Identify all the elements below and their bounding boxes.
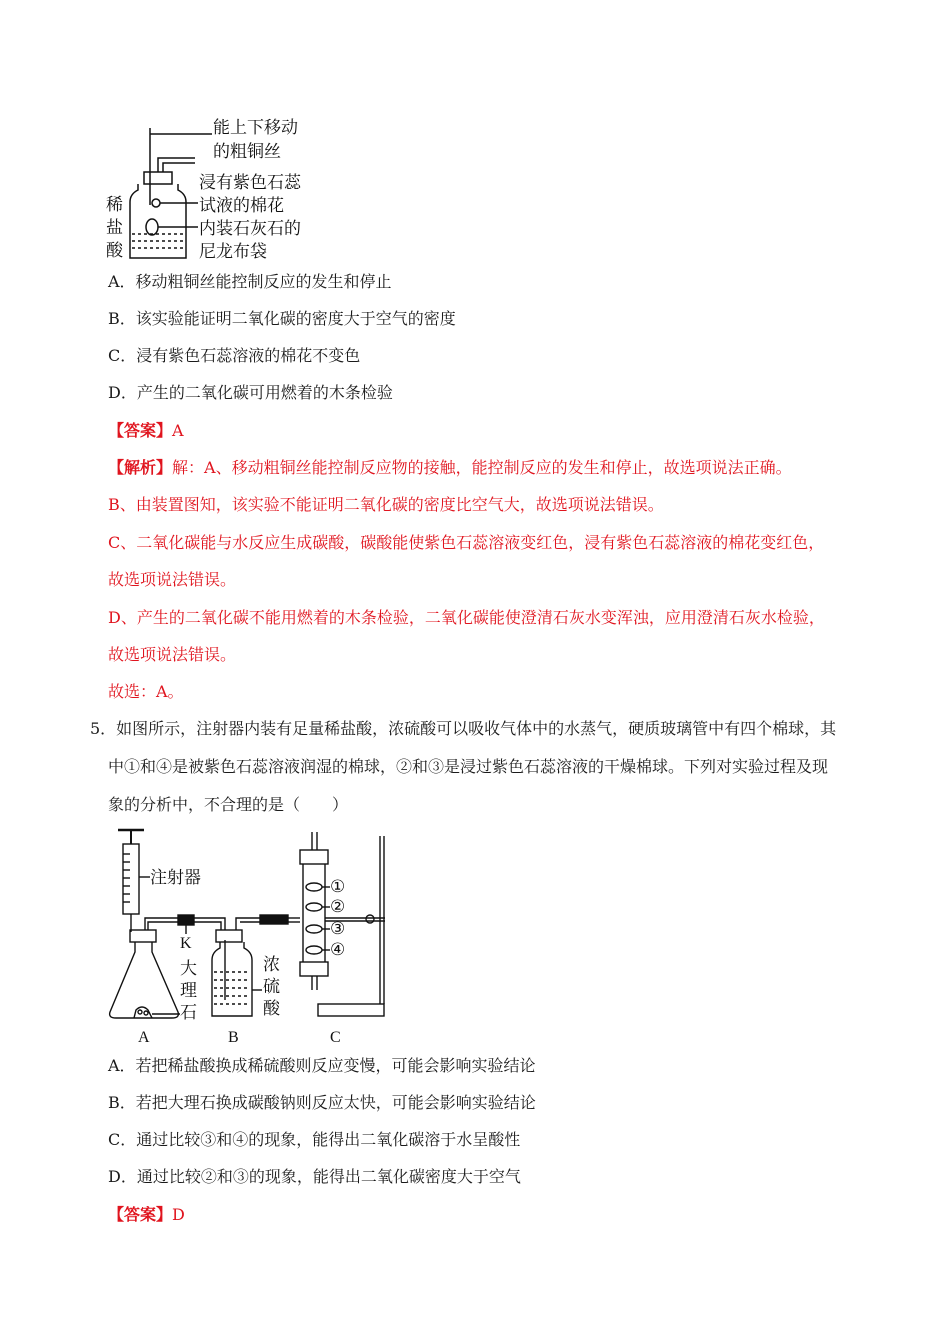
fig1-label-acid-2: 盐 [106,218,123,238]
fig1-label-acid-3: 酸 [106,241,123,261]
fig2-label-acid-1: 浓 [263,955,280,975]
q4-analysis-line-2: B、由装置图知，该实验不能证明二氧化碳的密度比空气大，故选项说法错误。 [108,495,664,514]
q4-analysis-line-7: 故选：A。 [108,682,184,701]
q5-option-c: C．通过比较③和④的现象，能得出二氧化碳溶于水呈酸性 [108,1130,521,1149]
fig2-label-stone-3: 石 [180,1003,197,1023]
fig2-label-ball-3: ③ [330,919,346,939]
fig2-label-acid-2: 硫 [263,977,280,997]
fig2-label-c: C [330,1029,341,1046]
q4-option-a: A．移动粗铜丝能控制反应的发生和停止 [108,272,392,291]
q4-analysis-line-5: D、产生的二氧化碳不能用燃着的木条检验，二氧化碳能使澄清石灰水变浑浊，应用澄清石灰水检验， [108,608,825,627]
fig2-label-stone-1: 大 [180,959,197,979]
q4-analysis-text-1: 解：A、移动粗铜丝能控制反应物的接触，能控制反应的发生和停止，故选项说法正确。 [172,458,792,477]
figure-copper-wire-apparatus [100,110,330,265]
fig1-label-4: 试液的棉花 [199,196,284,216]
q5-option-b: B．若把大理石换成碳酸钠则反应太快，可能会影响实验结论 [108,1093,536,1112]
fig1-label-3: 浸有紫色石蕊 [199,173,301,193]
q4-option-b: B．该实验能证明二氧化碳的密度大于空气的密度 [108,309,456,328]
fig1-label-2: 的粗铜丝 [213,142,281,162]
fig2-label-ball-2: ② [330,897,346,917]
q5-answer-tag: 【答案】 [108,1205,173,1224]
q4-option-c: C．浸有紫色石蕊溶液的棉花不变色 [108,346,361,365]
fig1-label-acid-1: 稀 [106,195,123,215]
fig1-label-1: 能上下移动 [213,118,298,138]
q5-option-a: A．若把稀盐酸换成稀硫酸则反应变慢，可能会影响实验结论 [108,1056,536,1075]
fig2-label-a: A [138,1029,150,1046]
q5-option-d: D．通过比较②和③的现象，能得出二氧化碳密度大于空气 [108,1167,521,1186]
fig2-label-ball-4: ④ [330,940,346,960]
fig1-label-6: 尼龙布袋 [199,242,267,262]
q5-answer-value: D [172,1205,185,1224]
q4-answer [108,421,184,441]
fig2-label-b: B [228,1029,239,1046]
q5-stem-line-1: 5．如图所示，注射器内装有足量稀盐酸，浓硫酸可以吸收气体中的水蒸气，硬质玻璃管中有四个棉球，其 [90,719,837,738]
q4-analysis-line-4: 故选项说法错误。 [108,570,237,589]
q4-analysis-line-6: 故选项说法错误。 [108,645,237,664]
q4-analysis-tag: 【解析】 [108,458,173,477]
q4-analysis-line-1 [108,458,792,478]
q5-answer [108,1205,185,1225]
fig1-label-5: 内装石灰石的 [199,219,301,239]
q4-answer-value: A [172,421,184,440]
figure-co2-apparatus [100,822,400,1050]
fig2-label-acid-3: 酸 [263,999,280,1019]
q4-analysis-line-3: C、二氧化碳能与水反应生成碳酸，碳酸能使紫色石蕊溶液变红色，浸有紫色石蕊溶液的棉花变红色， [108,533,825,552]
q4-option-d: D．产生的二氧化碳可用燃着的木条检验 [108,383,393,402]
fig2-label-stone-2: 理 [180,981,197,1001]
fig2-label-syringe: 注射器 [150,868,201,888]
q4-answer-tag: 【答案】 [108,421,173,440]
fig2-label-ball-1: ① [330,877,346,897]
q5-stem-line-2: 中①和④是被紫色石蕊溶液润湿的棉球，②和③是浸过紫色石蕊溶液的干燥棉球。下列对实验过程及现 [108,757,829,776]
q5-stem-line-3: 象的分析中，不合理的是（ ） [108,795,349,814]
fig2-label-k: K [180,935,192,952]
